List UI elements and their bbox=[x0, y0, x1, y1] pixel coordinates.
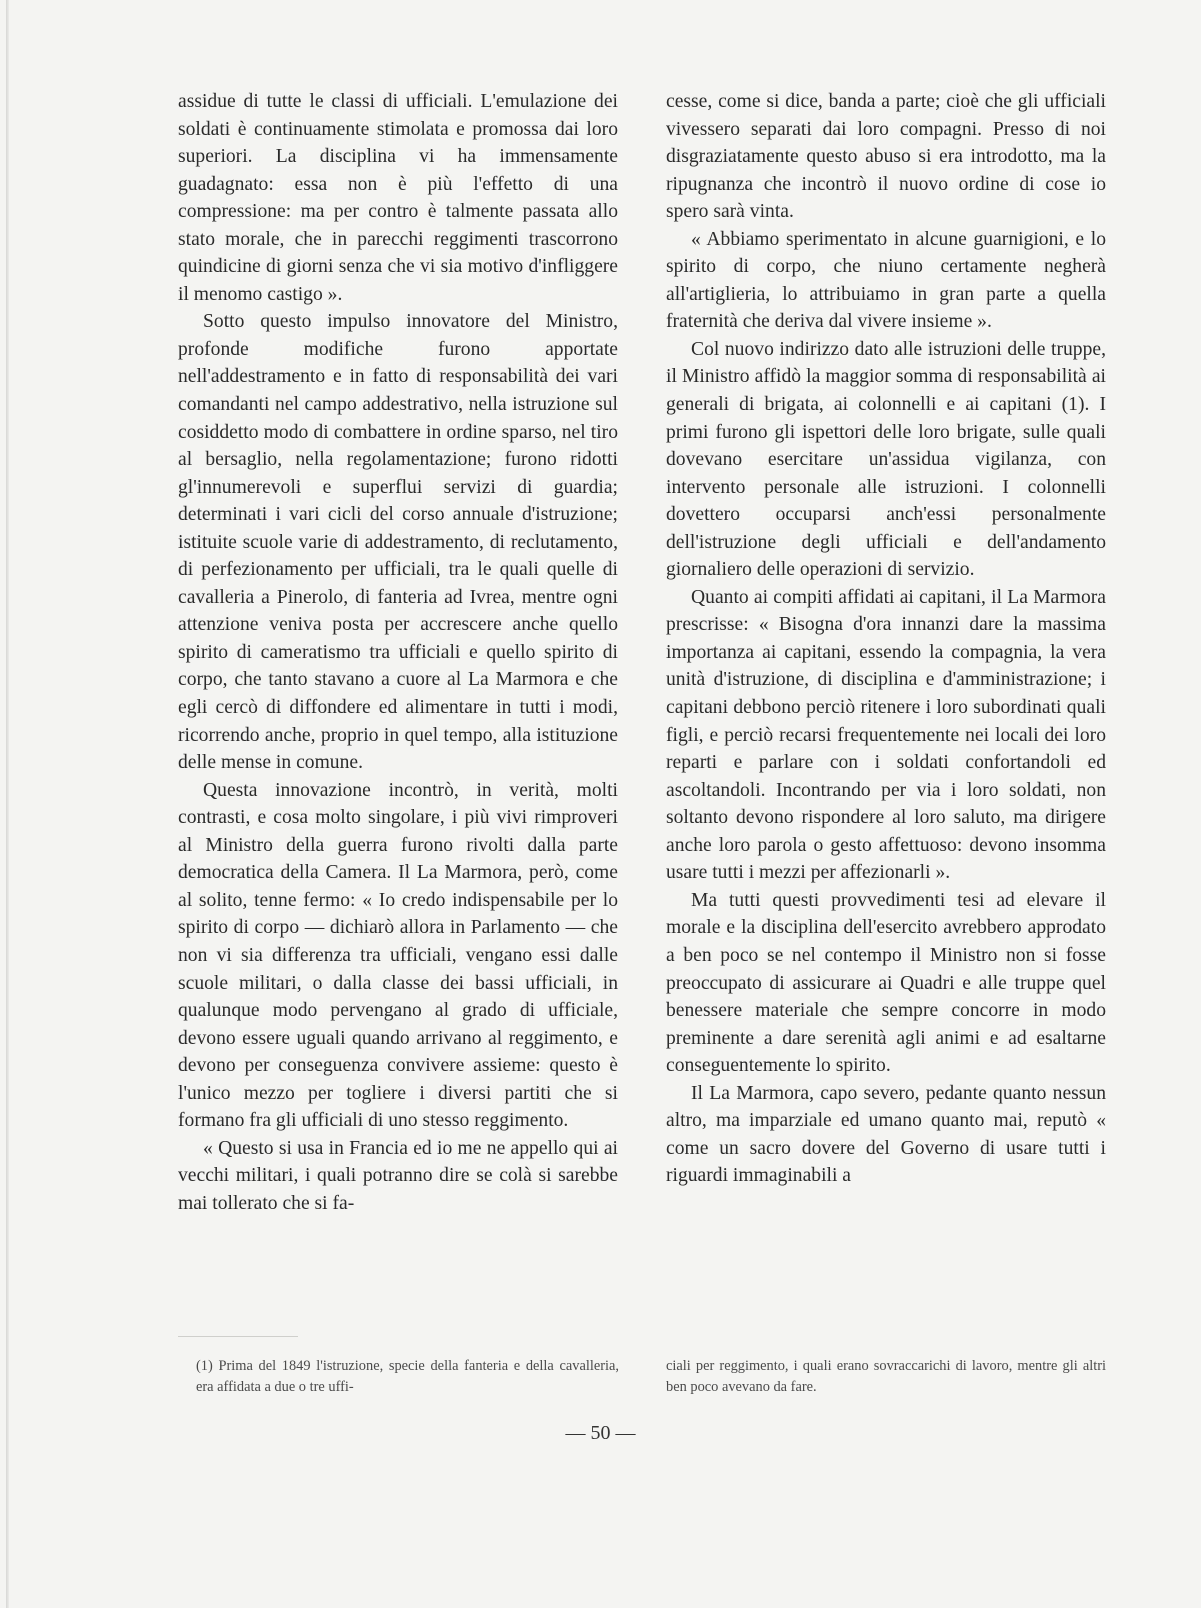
right-column bbox=[666, 88, 1106, 1190]
page-number: — 50 — bbox=[565, 1422, 636, 1444]
footnote-left: (1) Prima del 1849 l'istruzione, specie della fanteria e della cavalleria, era affidata a due o tre uffi- bbox=[196, 1358, 619, 1395]
paragraph: Sotto questo impulso innovatore del Ministro, profonde modifiche furono apportate nell'addestramento e in fatto di responsabilità dei vari comandanti nel campo addestrativo, nella istruzione sul cosiddetto modo di combattere in ordine sparso, nel tiro al bersaglio, nella regolamentazione; furono ridotti gl'innumerevoli e superflui servizi di guardia; determinati i vari cicli del corso annuale d'istruzione; istituite scuole varie di addestramento, di reclutamento, di perfezionamento per ufficiali, tra le quali quelle di cavalleria a Pinerolo, di fanteria ad Ivrea, mentre ogni attenzione veniva posta per accrescere anche quello spirito di cameratismo tra ufficiali e quello spirito di corpo, che tanto stavano a cuore al La Marmora e che egli cercò di diffondere ed alimentare in tutti i modi, ricorrendo anche, proprio in quel tempo, alla istituzione delle mense in comune. bbox=[178, 311, 618, 774]
left-column bbox=[178, 88, 618, 1217]
paragraph: Il La Marmora, capo severo, pedante quanto nessun altro, ma imparziale ed umano quanto mai, reputò « come un sacro dovere del Governo di usare tutti i riguardi immaginabili a bbox=[666, 1082, 1106, 1187]
page-edge bbox=[6, 0, 9, 1608]
paragraph: Quanto ai compiti affidati ai capitani, il La Marmora prescrisse: « Bisogna d'ora innanzi dare la massima importanza ai capitani, essendo la compagnia, la vera unità d'istruzione, di disciplina e d'amministrazione; i capitani debbono perciò ritenere i loro subordinati quali figli, e perciò recarsi frequentemente nei locali dei loro reparti e parlare con i soldati confortandoli ed ascoltandoli. Incontrando per via i loro soldati, non soltanto devono rispondere al loro saluto, ma dirigere anche loro parola o gesto affettuoso: devono insomma usare tutti i mezzi per affezionarli ». bbox=[666, 586, 1106, 884]
paragraph: assidue di tutte le classi di ufficiali. L'emulazione dei soldati è continuamente stimolata e promossa dai loro superiori. La disciplina vi ha immensamente guadagnato: essa non è più l'effetto di una compressione: ma per contro è talmente passata allo stato morale, che in parecchi reggimenti trascorrono quindicine di giorni senza che vi sia motivo d'infliggere il menomo castigo ». bbox=[178, 91, 618, 305]
paragraph: Col nuovo indirizzo dato alle istruzioni delle truppe, il Ministro affidò la maggior somma di responsabilità ai generali di brigata, ai colonnelli e ai capitani (1). I primi furono gli ispettori delle loro brigate, sulle quali dovevano esercitare un'assidua vigilanza, con intervento personale alle istruzioni. I colonnelli dovettero occuparsi anch'essi personalmente dell'istruzione degli ufficiali e dell'andamento giornaliero delle operazioni di servizio. bbox=[666, 338, 1106, 581]
paragraph: Ma tutti questi provvedimenti tesi ad elevare il morale e la disciplina dell'esercito avrebbero approdato a ben poco se nel contempo il Ministro non si fosse preoccupato di assicurare ai Quadri e alle truppe quel benessere materiale che sempre concorre in modo preminente a dare serenità agli animi e ad esaltarne conseguentemente lo spirito. bbox=[666, 889, 1106, 1077]
footnote-rule bbox=[178, 1336, 298, 1337]
footnote-right: ciali per reggimento, i quali erano sovraccarichi di lavoro, mentre gli altri ben poco avevano da fare. bbox=[666, 1358, 1106, 1395]
paragraph: « Questo si usa in Francia ed io me ne appello qui ai vecchi militari, i quali potranno dire se colà si sarebbe mai tollerato che si fa- bbox=[178, 1137, 618, 1214]
paragraph: « Abbiamo sperimentato in alcune guarnigioni, e lo spirito di corpo, che niuno certamente negherà all'artiglieria, lo attribuiamo in gran parte a quella fraternità che deriva dal vivere insieme ». bbox=[666, 228, 1106, 333]
paragraph: Questa innovazione incontrò, in verità, molti contrasti, e cosa molto singolare, i più vivi rimproveri al Ministro della guerra furono rivolti dalla parte democratica della Camera. Il La Marmora, però, come al solito, tenne fermo: « Io credo indispensabile per lo spirito di corpo — dichiarò allora in Parlamento — che non vi sia differenza tra ufficiali, vengano essi dalle scuole militari, o dalla classe dei bassi ufficiali, in qualunque modo pervengano al grado di ufficiale, devono essere uguali quando arrivano al reggimento, e devono per conseguenza convivere assieme: questo è l'unico mezzo per togliere i diversi partiti che si formano fra gli ufficiali di uno stesso reggimento. bbox=[178, 779, 618, 1132]
paragraph: cesse, come si dice, banda a parte; cioè che gli ufficiali vivessero separati dai loro compagni. Presso di noi disgraziatamente questo abuso si era introdotto, ma la ripugnanza che incontrò il nuovo ordine di cose io spero sarà vinta. bbox=[666, 91, 1106, 223]
